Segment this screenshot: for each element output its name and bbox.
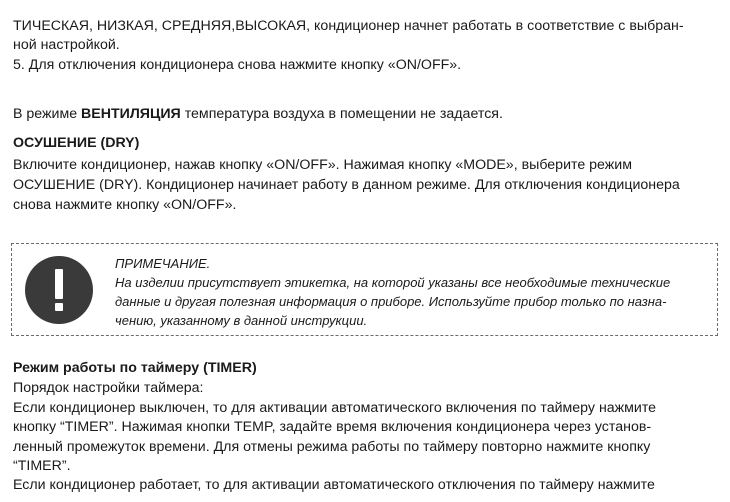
note-box bbox=[11, 243, 718, 336]
timer-line-1: Порядок настройки таймера: bbox=[13, 380, 204, 396]
note-line-1: На изделии присутствует этикетка, на которой указаны все необходимые технические bbox=[115, 275, 671, 290]
exclamation-icon bbox=[25, 256, 93, 324]
dry-line-2: ОСУШЕНИЕ (DRY). Кондиционер начинает работу в данном режиме. Для отключения кондиционера bbox=[13, 177, 680, 193]
timer-line-2: Если кондиционер выключен, то для активации автоматического включения по таймеру нажмите bbox=[13, 400, 657, 416]
note-line-3: чению, указанному в данной инструкции. bbox=[115, 313, 368, 328]
fan-mode-note bbox=[13, 105, 503, 123]
note-line-2: данные и другая полезная информация о приборе. Используйте прибор только по назна- bbox=[115, 294, 667, 309]
timer-line-5: “TIMER”. bbox=[13, 458, 71, 474]
dry-line-1: Включите кондиционер, нажав кнопку «ON/OFF». Нажимая кнопку «MODE», выберите режим bbox=[13, 157, 632, 173]
timer-line-6: Если кондиционер работает, то для активации автоматического отключения по таймеру нажмите bbox=[13, 477, 655, 493]
timer-line-3: кнопку “TIMER”. Нажимая кнопки TEMP, задайте время включения кондиционера через установ- bbox=[13, 419, 652, 435]
fan-mode-suffix: температура воздуха в помещении не задается. bbox=[180, 106, 503, 122]
dry-heading: ОСУШЕНИЕ (DRY) bbox=[13, 135, 140, 151]
dry-line-3: снова нажмите кнопку «ON/OFF». bbox=[13, 197, 237, 213]
exclamation-bar bbox=[55, 269, 63, 299]
top-line-3: 5. Для отключения кондиционера снова нажмите кнопку «ON/OFF». bbox=[13, 57, 462, 73]
timer-heading: Режим работы по таймеру (TIMER) bbox=[13, 360, 257, 376]
exclamation-dot bbox=[55, 303, 63, 311]
fan-mode-prefix: В режиме bbox=[13, 106, 82, 122]
top-line-1: ТИЧЕСКАЯ, НИЗКАЯ, СРЕДНЯЯ,ВЫСОКАЯ, кондиционер начнет работать в соответствие с выбран- bbox=[13, 18, 684, 34]
fan-mode-bold: ВЕНТИЛЯЦИЯ bbox=[81, 106, 181, 122]
top-line-2: ной настройкой. bbox=[13, 37, 120, 53]
timer-line-4: ленный промежуток времени. Для отмены режима работы по таймеру повторно нажмите кнопку bbox=[13, 439, 651, 455]
note-title: ПРИМЕЧАНИЕ. bbox=[115, 256, 211, 271]
